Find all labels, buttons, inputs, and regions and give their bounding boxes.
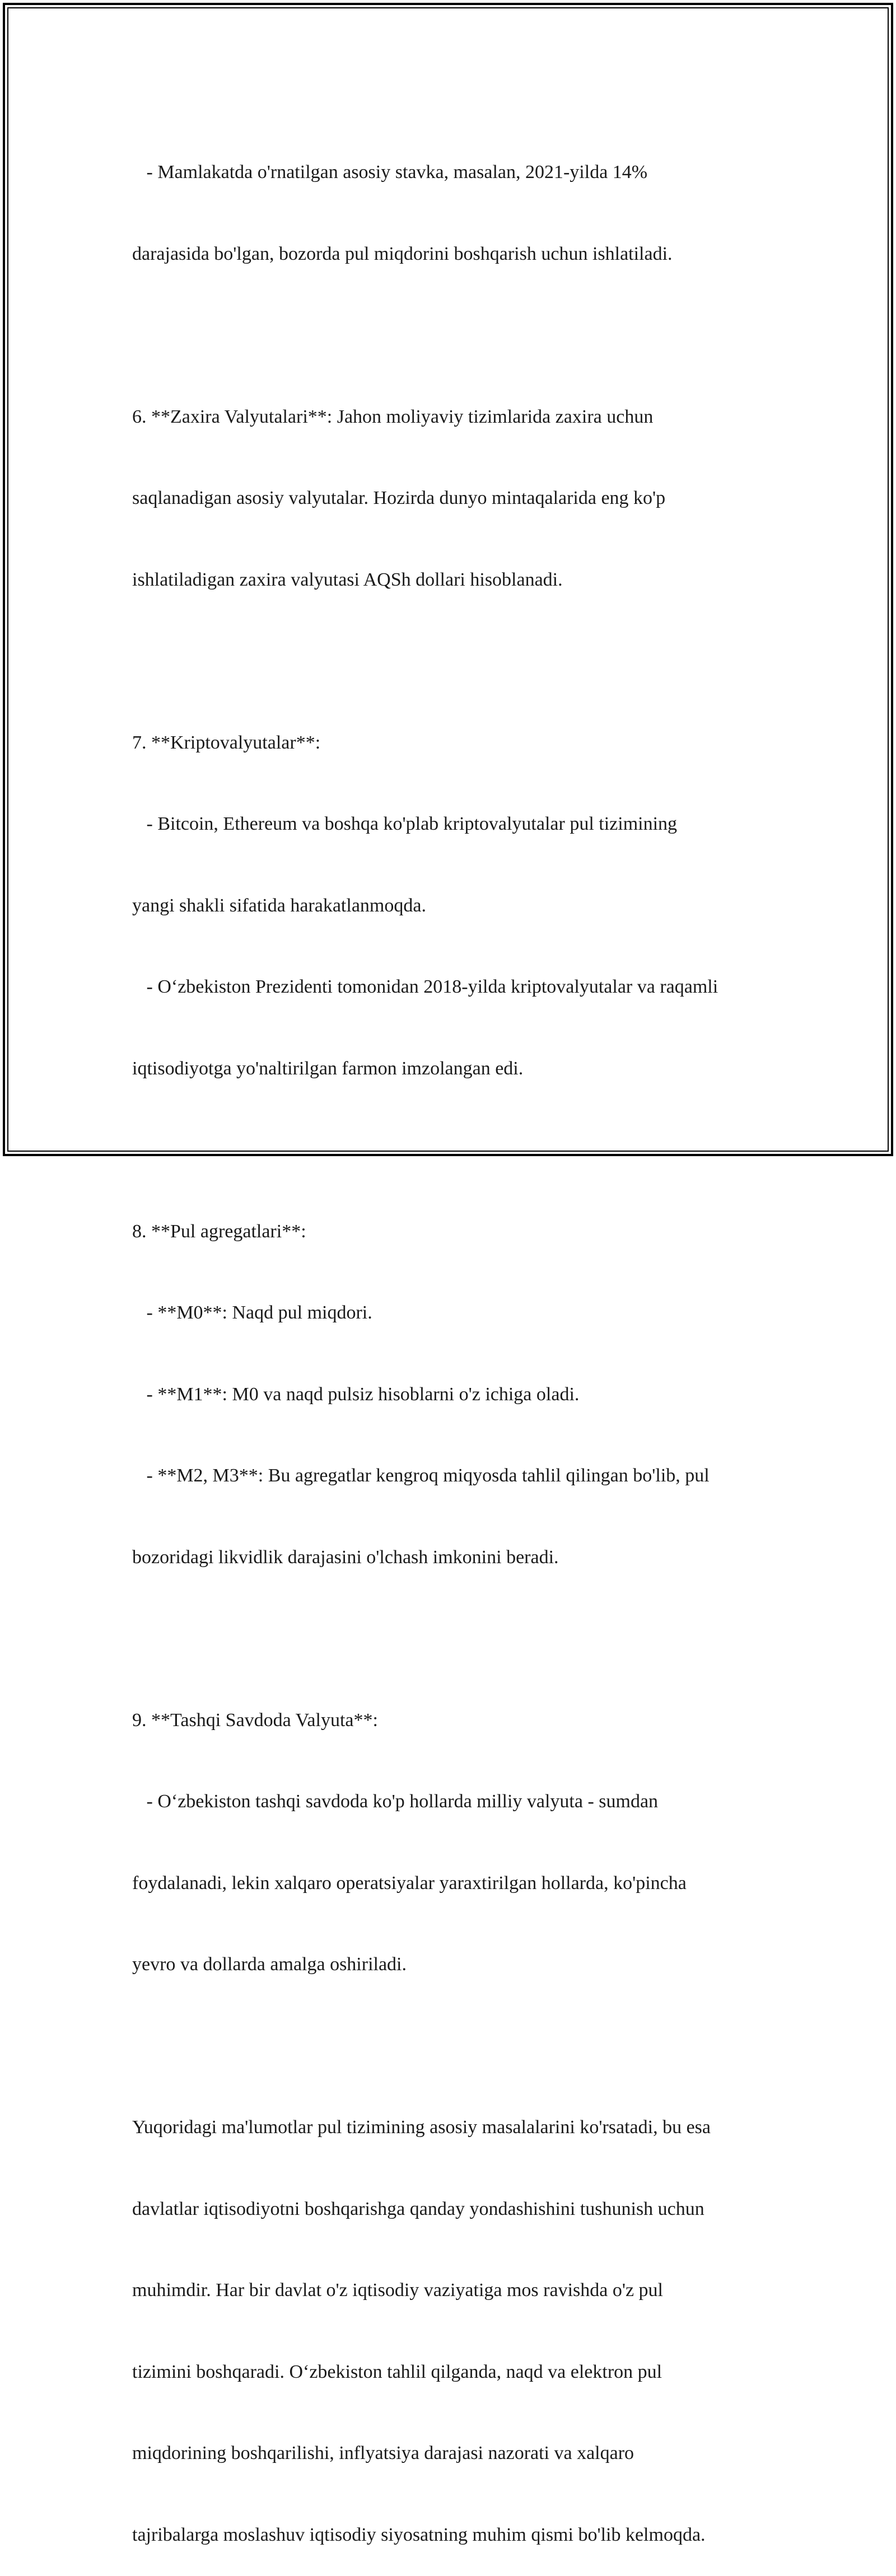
text-line: - Mamlakatda o'rnatilgan asosiy stavka, masalan, 2021-yilda 14% (132, 162, 648, 183)
blank-line (132, 2033, 793, 2060)
document-body (132, 105, 793, 2576)
text-line: davlatlar iqtisodiyotni boshqarishga qanday yondashishini tushunish uchun (132, 2198, 704, 2219)
text-line: tizimini boshqaradi. O‘zbekiston tahlil qilganda, naqd va elektron pul (132, 2361, 662, 2382)
text-line: - Bitcoin, Ethereum va boshqa ko'plab kriptovalyutalar pul tizimining (132, 814, 678, 834)
text-line: miqdorining boshqarilishi, inflyatsiya darajasi nazorati va xalqaro (132, 2443, 634, 2463)
blank-line (132, 322, 793, 349)
text-line: - O‘zbekiston Prezidenti tomonidan 2018-yilda kriptovalyutalar va raqamli (132, 976, 718, 997)
text-line: saqlanadigan asosiy valyutalar. Hozirda dunyo mintaqalarida eng ko'p (132, 488, 666, 508)
text-line: iqtisodiyotga yo'naltirilgan farmon imzolangan edi. (132, 1058, 524, 1079)
blank-line (132, 648, 793, 675)
text-line: - O‘zbekiston tashqi savdoda ko'p hollarda milliy valyuta - sumdan (132, 1791, 659, 1812)
text-line: tajribalarga moslashuv iqtisodiy siyosatning muhim qismi bo'lib kelmoqda. (132, 2524, 706, 2545)
text-line: bozoridagi likvidlik darajasini o'lchash imkonini beradi. (132, 1546, 559, 1568)
text-line: muhimdir. Har bir davlat o'z iqtisodiy vaziyatiga mos ravishda o'z pul (132, 2280, 663, 2301)
blank-line (132, 1137, 793, 1164)
text-line: ishlatiladigan zaxira valyutasi AQSh dollari hisoblanadi. (132, 569, 563, 590)
text-line: - **M0**: Naqd pul miqdori. (132, 1302, 372, 1323)
text-line: Yuqoridagi ma'lumotlar pul tizimining asosiy masalalarini ko'rsatadi, bu esa (132, 2117, 711, 2138)
text-line: yevro va dollarda amalga oshiriladi. (132, 1954, 407, 1975)
text-line: foydalanadi, lekin xalqaro operatsiyalar yaraxtirilgan hollarda, ko'pincha (132, 1872, 687, 1894)
blank-line (132, 1625, 793, 1653)
text-line: darajasida bo'lgan, bozorda pul miqdorini boshqarish uchun ishlatiladi. (132, 243, 673, 264)
text-line: yangi shakli sifatida harakatlanmoqda. (132, 895, 426, 916)
text-line: - **M2, M3**: Bu agregatlar kengroq miqyosda tahlil qilingan bo'lib, pul (132, 1465, 710, 1486)
text-line: 8. **Pul agregatlari**: (132, 1221, 306, 1242)
text-line: - **M1**: M0 va naqd pulsiz hisoblarni o'z ichiga oladi. (132, 1383, 580, 1405)
text-line: 7. **Kriptovalyutalar**: (132, 732, 321, 753)
text-line: 6. **Zaxira Valyutalari**: Jahon moliyaviy tizimlarida zaxira uchun (132, 406, 654, 427)
text-line: 9. **Tashqi Savdoda Valyuta**: (132, 1709, 378, 1731)
